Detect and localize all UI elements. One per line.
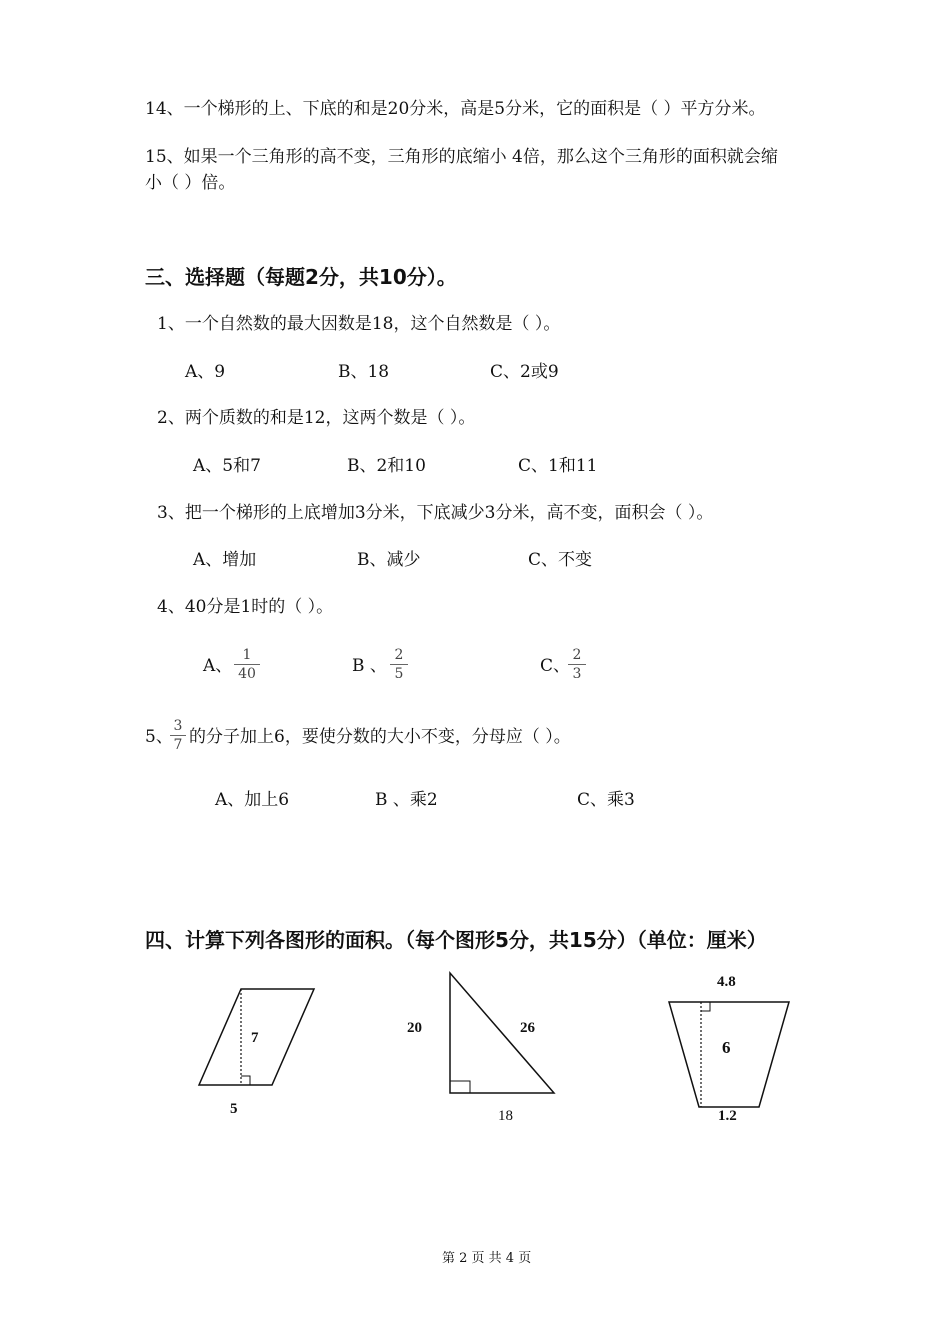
- s3-q5-stem: 的分子加上6，要使分数的大小不变，分母应（ ）。: [189, 727, 571, 747]
- question-14: 14、一个梯形的上、下底的和是20分米，高是5分米，它的面积是（ ）平方分米。: [145, 99, 766, 119]
- s3-q1-option-a: A、9: [185, 362, 226, 382]
- s3-q4-fraction-c: $\frac{2}{3}$: [568, 647, 586, 682]
- parallelogram-height-label: 7: [251, 1030, 259, 1046]
- triangle-left-side-label: 20: [407, 1020, 422, 1036]
- trapezoid-height-label: 6: [722, 1038, 731, 1057]
- question-15-line2: 小（ ）倍。: [145, 173, 236, 193]
- s3-q5-prefix: 5、: [145, 727, 173, 747]
- right-triangle-figure: [450, 973, 554, 1093]
- s3-q2-option-b: B、2和10: [347, 456, 426, 476]
- right-angle-mark: [701, 1002, 710, 1011]
- right-angle-mark: [241, 1076, 250, 1085]
- s3-q1-option-c: C、2或9: [490, 362, 559, 382]
- s3-q5-option-c: C、乘3: [577, 790, 635, 810]
- s3-q4-option-a: A、: [203, 656, 233, 676]
- triangle-hypotenuse-label: 26: [520, 1020, 535, 1036]
- s3-q2-option-c: C、1和11: [518, 456, 598, 476]
- s3-q5-option-b: B 、乘2: [375, 790, 438, 810]
- question-15-line1: 15、如果一个三角形的高不变，三角形的底缩小 4倍，那么这个三角形的面积就会缩: [145, 147, 778, 167]
- s3-q2-stem: 2、两个质数的和是12，这两个数是（ ）。: [157, 408, 476, 428]
- s3-q3-option-c: C、不变: [528, 550, 593, 570]
- s3-q4-option-b: B 、: [352, 656, 387, 676]
- section4-title: 四、计算下列各图形的面积。（每个图形5分，共15分）（单位：厘米）: [145, 928, 767, 952]
- s3-q3-option-a: A、增加: [193, 550, 257, 570]
- s3-q5-option-a: A、加上6: [215, 790, 290, 810]
- s3-q1-option-b: B、18: [338, 362, 390, 382]
- s3-q2-option-a: A、5和7: [193, 456, 261, 476]
- s3-q3-option-b: B、减少: [357, 550, 421, 570]
- right-angle-mark: [450, 1081, 470, 1093]
- s3-q4-fraction-b: $\frac{2}{5}$: [390, 647, 408, 682]
- s3-q4-option-c: C、: [540, 656, 571, 676]
- section3-title: 三、选择题（每题2分，共10分）。: [145, 265, 457, 289]
- s3-q1-stem: 1、一个自然数的最大因数是18，这个自然数是（ ）。: [157, 314, 561, 334]
- s3-q4-fraction-a: $\frac{1}{40}$: [234, 647, 260, 682]
- s3-q5-fraction: $\frac{3}{7}$: [170, 718, 186, 753]
- parallelogram-base-label: 5: [230, 1101, 238, 1117]
- trapezoid-bottom-label: 1.2: [718, 1108, 737, 1124]
- trapezoid-top-label: 4.8: [717, 974, 736, 990]
- page-footer: 第 2 页 共 4 页: [442, 1251, 532, 1266]
- s3-q4-stem: 4、40分是1时的（ ）。: [157, 597, 334, 617]
- s3-q3-stem: 3、把一个梯形的上底增加3分米，下底减少3分米，高不变，面积会（ ）。: [157, 503, 714, 523]
- triangle-base-label: 18: [498, 1108, 513, 1124]
